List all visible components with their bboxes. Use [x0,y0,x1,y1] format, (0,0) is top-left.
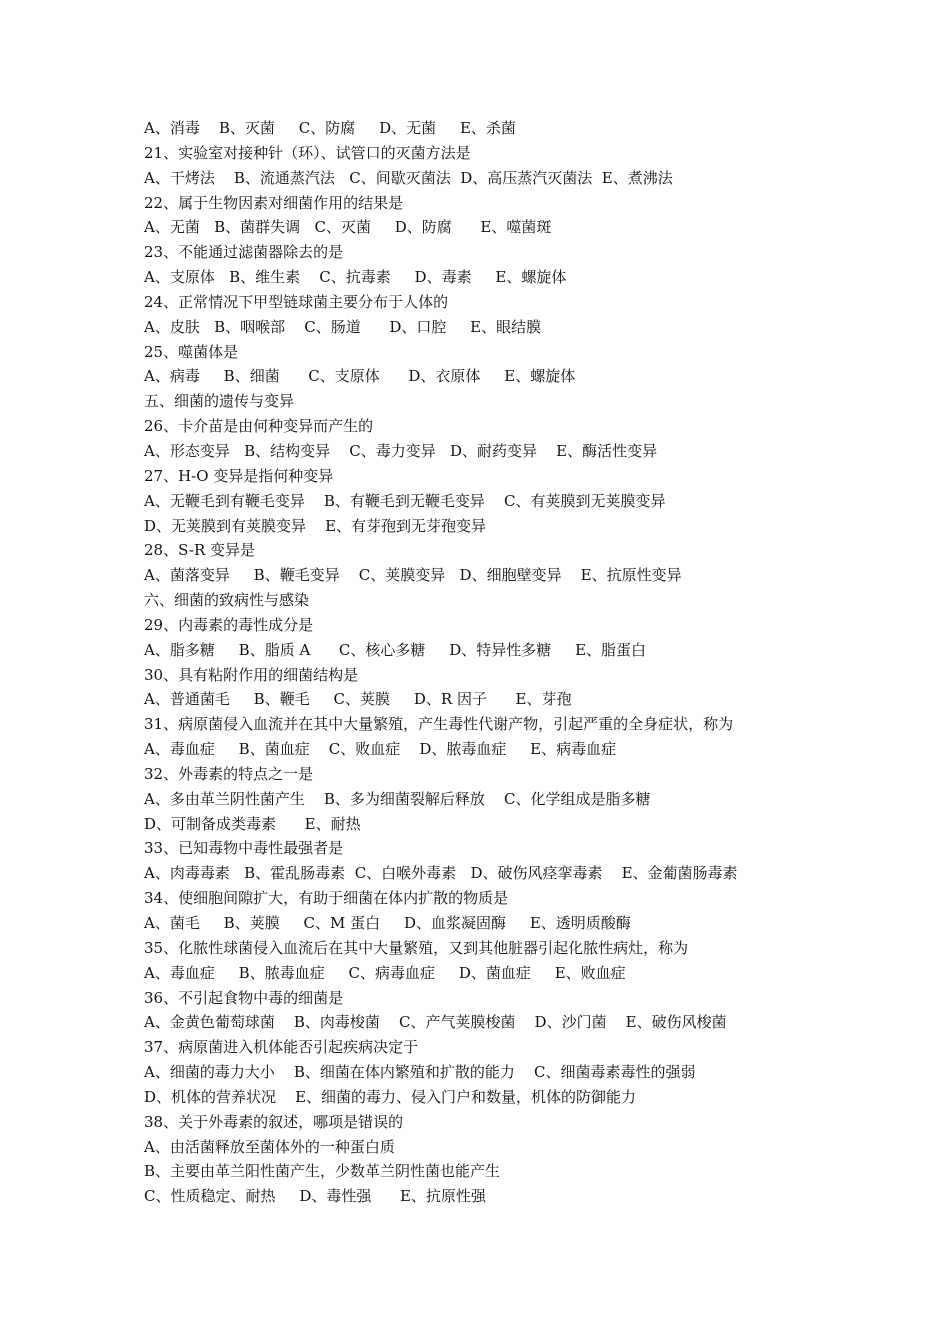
answer-options: A、形态变异 B、结构变异 C、毒力变异 D、耐药变异 E、酶活性变异 [144,441,658,460]
question-text: 37、病原菌进入机体能否引起疾病决定于 [144,1038,419,1057]
question-text: 21、实验室对接种针（环）、试管口的灭菌方法是 [144,143,471,162]
answer-options: A、多由革兰阴性菌产生 B、多为细菌裂解后释放 C、化学组成是脂多糖 [144,789,651,808]
question-text: 32、外毒素的特点之一是 [144,764,314,783]
answer-options: A、脂多糖 B、脂质 A C、核心多糖 D、特异性多糖 E、脂蛋白 [144,640,647,659]
answer-options: A、无菌 B、菌群失调 C、灭菌 D、防腐 E、噬菌斑 [144,218,552,237]
answer-options: A、由活菌释放至菌体外的一种蛋白质 [144,1137,395,1156]
answer-options: A、毒血症 B、菌血症 C、败血症 D、脓毒血症 E、病毒血症 [144,740,617,759]
document-page [144,116,844,1209]
answer-options: A、毒血症 B、脓毒血症 C、病毒血症 D、菌血症 E、败血症 [144,963,626,982]
answer-options: A、支原体 B、维生素 C、抗毒素 D、毒素 E、螺旋体 [144,268,567,287]
question-text: 22、属于生物因素对细菌作用的结果是 [144,193,404,212]
question-text: 29、内毒素的毒性成分是 [144,615,314,634]
question-text: 31、病原菌侵入血流并在其中大量繁殖，产生毒性代谢产物，引起严重的全身症状，称为 [144,715,734,734]
answer-options: C、性质稳定、耐热 D、毒性强 E、抗原性强 [144,1187,486,1206]
answer-options: A、菌毛 B、荚膜 C、M 蛋白 D、血浆凝固酶 E、透明质酸酶 [144,914,631,932]
answer-options: A、普通菌毛 B、鞭毛 C、荚膜 D、R 因子 E、芽孢 [144,690,572,709]
question-text: 36、不引起食物中毒的细菌是 [144,988,344,1007]
question-text: 30、具有粘附作用的细菌结构是 [144,665,359,684]
question-text: 28、S-R 变异是 [144,541,256,560]
section-heading: 六、细菌的致病性与感染 [144,591,310,610]
answer-options: A、细菌的毒力大小 B、细菌在体内繁殖和扩散的能力 C、细菌毒素毒性的强弱 [144,1063,696,1082]
question-text: 24、正常情况下甲型链球菌主要分布于人体的 [144,292,449,311]
section-heading: 五、细菌的遗传与变异 [144,392,295,411]
answer-options: A、病毒 B、细菌 C、支原体 D、衣原体 E、螺旋体 [144,367,576,386]
answer-options: A、肉毒毒素 B、霍乱肠毒素 C、白喉外毒素 D、破伤风痉挛毒素 E、金葡菌肠毒素 [144,864,738,883]
answer-options: A、菌落变异 B、鞭毛变异 C、荚膜变异 D、细胞壁变异 E、抗原性变异 [144,566,682,585]
answer-options: D、机体的营养状况 E、细菌的毒力、侵入门户和数量，机体的防御能力 [144,1087,637,1106]
answer-options: D、无荚膜到有荚膜变异 E、有芽孢到无芽孢变异 [144,516,487,535]
question-text: 33、已知毒物中毒性最强者是 [144,839,344,858]
question-text: 38、关于外毒素的叙述，哪项是错误的 [144,1112,404,1131]
answer-options: A、干烤法 B、流通蒸汽法 C、间歇灭菌法 D、高压蒸汽灭菌法 E、煮沸法 [144,168,673,187]
question-text: 27、H-O 变异是指何种变异 [144,466,334,485]
question-text: 23、不能通过滤菌器除去的是 [144,243,344,262]
answer-options: D、可制备成类毒素 E、耐热 [144,814,361,833]
question-text: 25、噬菌体是 [144,342,239,361]
answer-options: A、金黄色葡萄球菌 B、肉毒梭菌 C、产气荚膜梭菌 D、沙门菌 E、破伤风梭菌 [144,1013,727,1032]
answer-options: A、皮肤 B、咽喉部 C、肠道 D、口腔 E、眼结膜 [144,317,542,336]
answer-options: A、无鞭毛到有鞭毛变异 B、有鞭毛到无鞭毛变异 C、有荚膜到无荚膜变异 [144,491,666,510]
question-text: 35、化脓性球菌侵入血流后在其中大量繁殖，又到其他脏器引起化脓性病灶，称为 [144,938,689,957]
answer-options: B、主要由革兰阳性菌产生，少数革兰阴性菌也能产生 [144,1162,501,1181]
question-text: 34、使细胞间隙扩大，有助于细菌在体内扩散的物质是 [144,889,509,908]
text-line: A、消毒 B、灭菌 C、防腐 D、无菌 E、杀菌 [144,119,516,137]
question-text: 26、卡介苗是由何种变异而产生的 [144,417,374,436]
